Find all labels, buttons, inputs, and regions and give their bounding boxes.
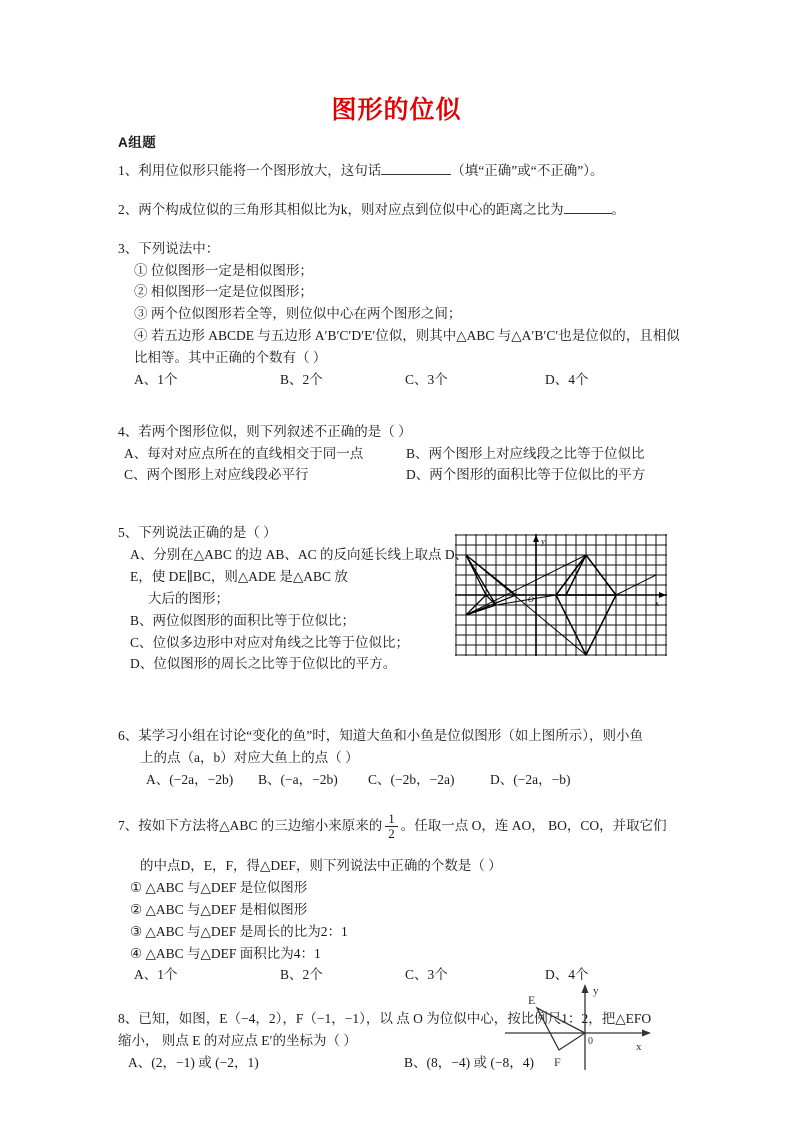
question-1	[118, 160, 680, 182]
q7-number: 7、	[118, 818, 139, 834]
fish-grid-svg	[455, 534, 667, 656]
q7-stem-c: 的中点D，E，F，得△DEF，则下列说法中正确的个数是（ ）	[140, 858, 502, 874]
spacer-after-q5	[118, 679, 680, 725]
q7-fraction-numerator: 1	[388, 810, 395, 826]
q3-option-d[interactable]: D、4个	[545, 371, 589, 387]
q6-option-a[interactable]: A、(−2a，−2b)	[146, 772, 234, 788]
q3-stem: 下列说法中：	[138, 240, 220, 256]
q5-option-a-line2: 大后的图形；	[148, 590, 229, 606]
q4-options-row-1	[118, 443, 680, 465]
q7-option-d[interactable]: D、4个	[545, 967, 589, 983]
q1-number: 1、	[118, 163, 139, 178]
q4-option-a[interactable]: A、每对对应点所在的直线相交于同一点	[124, 445, 364, 461]
q5-option-a[interactable]	[118, 544, 475, 610]
page-title: 图形的位似	[331, 96, 462, 124]
fish-grid-origin-label: O	[528, 595, 534, 604]
q8-stem-line2: 缩小， 则点 E 的对应点 E′的坐标为（ ）	[118, 1033, 357, 1049]
q5-option-c[interactable]: C、位似多边形中对应对角线之比等于位似比；	[130, 634, 410, 650]
q1-answer-blank[interactable]	[381, 161, 451, 175]
q3-options	[118, 369, 680, 391]
efo-axes	[505, 986, 649, 1070]
q5-option-d[interactable]: D、位似图形的周长之比等于位似比的平方。	[130, 656, 397, 672]
q6-option-b[interactable]: B、(−a，−2b)	[258, 772, 338, 788]
q5-option-a-line1: A、分别在△ABC 的边 AB、AC 的反向延长线上取点 D、E，使 DE∥BC，则△ADE 是△ABC 放	[130, 547, 469, 585]
efo-y-label: y	[593, 985, 599, 997]
efo-origin-label: 0	[588, 1036, 593, 1047]
fish-grid-x-label: x	[655, 599, 659, 608]
q4-options-row-2	[118, 464, 680, 486]
q7-item-4: ④ △ABC 与△DEF 面积比为4：1	[130, 945, 321, 961]
q2-text-before: 两个构成位似的三角形其相似比为k，则对应点到位似中心的距离之比为	[138, 201, 564, 217]
q6-stem-line2: 上的点（a，b）对应大鱼上的点（ ）	[140, 750, 359, 766]
q7-item-2: ② △ABC 与△DEF 是相似图形	[130, 901, 308, 917]
q2-number: 2、	[118, 201, 139, 217]
coordinate-efo-figure	[497, 978, 662, 1073]
efo-point-f-label: F	[554, 1055, 561, 1069]
q6-options	[118, 769, 680, 791]
question-3	[118, 238, 680, 391]
spacer-after-q3	[118, 395, 680, 421]
q3-item-1: ① 位似图形一定是相似图形；	[134, 262, 313, 278]
section-heading: A组题	[118, 135, 157, 150]
q4-option-c[interactable]: C、两个图形上对应线段必平行	[124, 467, 309, 483]
q3-option-c[interactable]: C、3个	[405, 371, 448, 387]
q8-number: 8、	[118, 1011, 139, 1027]
spacer-after-q6	[118, 795, 680, 813]
q8-option-b[interactable]: B、(8，−4) 或 (−8，4)	[404, 1055, 534, 1071]
q3-item-3: ③ 两个位似图形若全等，则位似中心在两个图形之间；	[134, 306, 462, 322]
question-7	[118, 810, 680, 986]
q7-fraction-one-half	[385, 812, 398, 840]
q4-option-d[interactable]: D、两个图形的面积比等于位似比的平方	[406, 467, 646, 483]
q3-item-2: ② 相似图形一定是位似图形；	[134, 284, 313, 300]
efo-point-e-label: E	[528, 993, 536, 1007]
fish-grid-y-label: y	[541, 537, 545, 546]
q6-option-d[interactable]: D、(−2a，−b)	[490, 772, 571, 788]
spacer-after-q4	[118, 490, 680, 522]
q7-item-3: ③ △ABC 与△DEF 是周长的比为2：1	[130, 923, 348, 939]
q7-option-b[interactable]: B、2个	[280, 967, 323, 983]
q4-option-b[interactable]: B、两个图形上对应线段之比等于位似比	[406, 445, 645, 461]
coordinate-efo-svg	[497, 978, 662, 1073]
q5-number: 5、	[118, 525, 139, 541]
efo-x-label: x	[636, 1041, 642, 1053]
q6-option-c[interactable]: C、(−2b，−2a)	[368, 772, 455, 788]
q2-answer-blank[interactable]	[564, 200, 612, 214]
q6-number: 6、	[118, 728, 139, 744]
fish-grid-figure	[455, 534, 667, 656]
q2-text-after: 。	[611, 201, 625, 217]
q7-fraction-denominator: 2	[385, 826, 398, 841]
q5-option-b[interactable]: B、两位似图形的面积比等于位似比；	[130, 612, 356, 628]
question-6	[118, 725, 680, 791]
q8-stem-line1: 已知，如图，E（−4，2），F（−1，−1），以 点 O 为位似中心，按比例尺1：2，把△EFO	[138, 1011, 652, 1027]
q8-option-a[interactable]: A、(2，−1) 或 (−2，1)	[128, 1055, 259, 1071]
question-2	[118, 199, 680, 221]
q1-text-after: （填“正确”或“不正确”）。	[451, 163, 604, 178]
q7-option-a[interactable]: A、1个	[134, 967, 178, 983]
efo-axis-arrowheads	[582, 984, 652, 1037]
q1-text-before: 利用位似形只能将一个图形放大，这句话	[138, 163, 382, 178]
q4-number: 4、	[118, 423, 139, 439]
q7-stem-b: 。任取一点 O，连 AO， BO，CO，并取它们	[400, 818, 667, 834]
q5-stem: 下列说法正确的是（ ）	[138, 525, 277, 541]
q7-item-1: ① △ABC 与△DEF 是位似图形	[130, 880, 308, 896]
q7-option-c[interactable]: C、3个	[405, 967, 448, 983]
efo-triangle	[537, 1008, 585, 1050]
q6-stem-line1: 某学习小组在讨论“变化的鱼”时，知道大鱼和小鱼是位似图形（如上图所示），则小鱼	[138, 728, 643, 744]
question-4	[118, 421, 680, 487]
q3-option-b[interactable]: B、2个	[280, 371, 323, 387]
q4-stem: 若两个图形位似，则下列叙述不正确的是（ ）	[138, 423, 412, 439]
q3-number: 3、	[118, 240, 139, 256]
q7-stem-a: 按如下方法将△ABC 的三边缩小来原来的	[138, 818, 383, 834]
q3-item-4: ④ 若五边形 ABCDE 与五边形 A′B′C′D′E′位似，则其中△ABC 与△A′B′C′也是位似的，且相似比相等。其中正确的个数有（ ）	[134, 328, 680, 366]
q3-option-a[interactable]: A、1个	[134, 371, 178, 387]
